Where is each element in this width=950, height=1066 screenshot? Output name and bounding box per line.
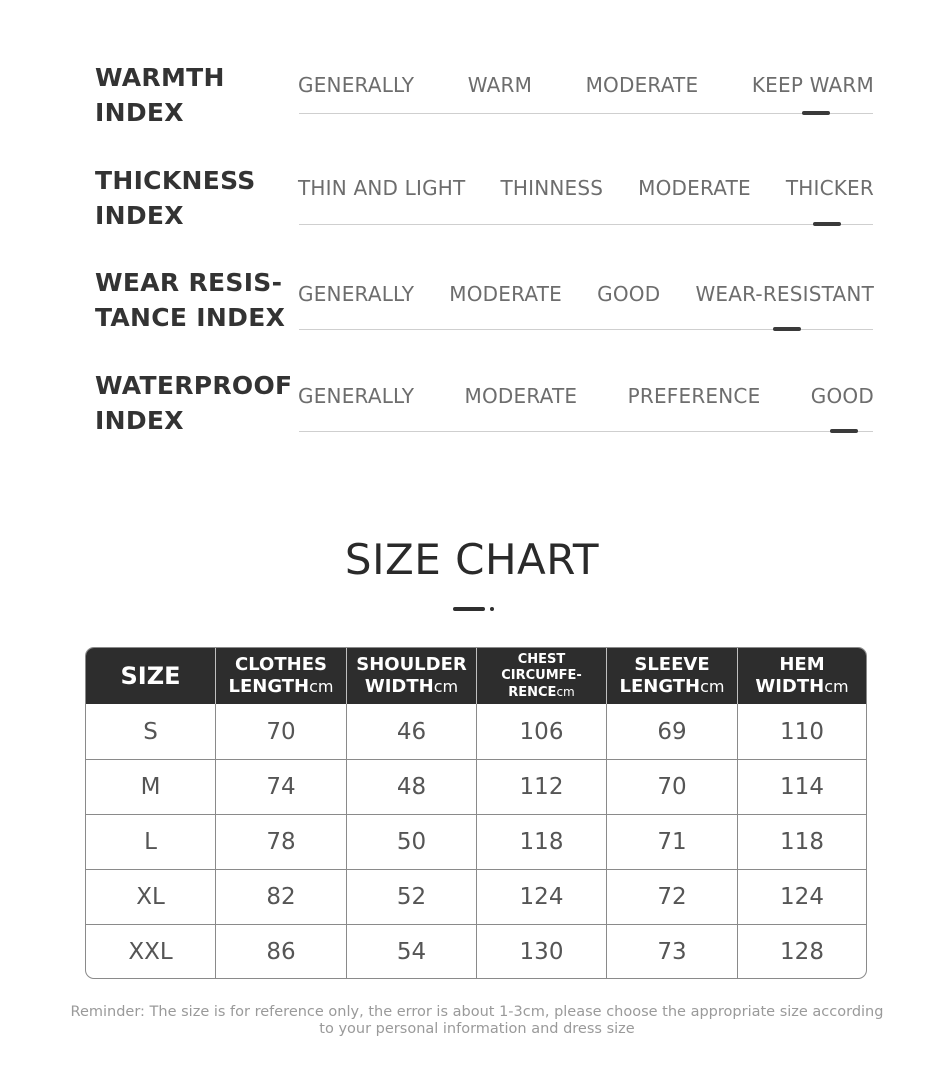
size-cell: XXL	[86, 925, 216, 979]
option-label: THINNESS	[500, 176, 604, 200]
table-row	[86, 924, 866, 979]
option-label: GENERALLY	[298, 73, 415, 97]
shoulder-width-cell: 54	[347, 925, 477, 979]
table-body	[86, 704, 866, 979]
option-label: MODERATE	[449, 282, 562, 306]
hem-width-cell: 114	[780, 774, 824, 800]
label-line: INDEX	[95, 201, 184, 230]
header-line: SHOULDER	[356, 654, 467, 675]
chest-circumference-cell: 112	[477, 760, 607, 814]
chest-circumference-cell: 118	[477, 815, 607, 869]
size-reminder-note	[40, 1004, 914, 1038]
option-label: WEAR-RESISTANT	[695, 282, 874, 306]
chest-circumference-cell: 124	[477, 870, 607, 924]
warmth-level-marker	[802, 111, 830, 115]
header-unit: cm	[309, 677, 334, 696]
waterproof-index-label	[95, 368, 300, 438]
size-cell: S	[86, 704, 216, 759]
wear-resistance-index-row	[0, 265, 950, 355]
thickness-level-marker	[813, 222, 841, 226]
clothes-length-cell: 78	[216, 815, 347, 869]
clothes-length-cell: 74	[216, 760, 347, 814]
wear-resistance-options	[298, 279, 874, 309]
size-cell: M	[86, 760, 216, 814]
warmth-options	[298, 70, 874, 100]
size-table	[85, 647, 867, 979]
header-unit: cm	[433, 677, 459, 696]
header-line-with-unit	[508, 684, 575, 701]
option-label: GOOD	[597, 282, 661, 306]
reminder-line: to your personal information and dress size	[319, 1021, 635, 1037]
title-underline-dot	[490, 607, 494, 611]
clothes-length-cell: 82	[216, 870, 347, 924]
thickness-track	[299, 224, 873, 225]
option-label: GENERALLY	[298, 384, 415, 408]
table-row	[86, 759, 866, 814]
header-line: CLOTHES	[235, 654, 327, 675]
header-line-with-unit	[228, 676, 333, 698]
table-row	[86, 814, 866, 869]
header-unit: cm	[700, 677, 725, 696]
header-line: HEM	[779, 654, 825, 675]
sleeve-length-cell: 73	[607, 925, 738, 979]
header-unit: cm	[824, 677, 849, 696]
shoulder-width-cell: 50	[347, 815, 477, 869]
waterproof-options	[298, 381, 874, 411]
size-cell: L	[86, 815, 216, 869]
waterproof-level-marker	[830, 429, 858, 433]
header-shoulder-width	[347, 648, 477, 704]
thickness-index-row	[0, 163, 950, 253]
hem-width-cell: 124	[780, 884, 824, 910]
chest-circumference-cell: 106	[477, 704, 607, 759]
header-clothes-length	[216, 648, 347, 704]
sleeve-length-cell: 72	[607, 870, 738, 924]
header-line-with-unit	[619, 676, 724, 698]
label-line: WEAR RESIS-	[95, 268, 283, 297]
header-line: SLEEVE	[634, 654, 710, 675]
warmth-track	[299, 113, 873, 114]
table-header-row	[86, 648, 866, 704]
header-line: SIZE	[120, 662, 181, 690]
option-label: MODERATE	[464, 384, 578, 408]
header-text: LENGTH	[228, 676, 310, 697]
clothes-length-cell: 86	[216, 925, 347, 979]
sleeve-length-cell: 71	[607, 815, 738, 869]
shoulder-width-cell: 52	[347, 870, 477, 924]
label-line: INDEX	[95, 406, 184, 435]
title-underline-dash	[453, 607, 485, 611]
option-label: GOOD	[810, 384, 874, 408]
label-line: WARMTH	[95, 63, 225, 92]
option-label: KEEP WARM	[751, 73, 874, 97]
header-text: RENCE	[508, 684, 557, 700]
header-line: CHEST	[517, 651, 566, 667]
option-label: THICKER	[785, 176, 874, 200]
size-chart-title: SIZE CHART	[344, 535, 600, 584]
header-chest-circumference	[477, 648, 607, 704]
size-cell: XL	[86, 870, 216, 924]
header-size	[86, 648, 216, 704]
header-line-with-unit	[365, 676, 458, 698]
option-label: WARM	[467, 73, 533, 97]
table-row	[86, 704, 866, 759]
clothes-length-cell: 70	[216, 704, 347, 759]
wear-resistance-level-marker	[773, 327, 801, 331]
sleeve-length-cell: 69	[607, 704, 738, 759]
thickness-index-label	[95, 163, 300, 233]
shoulder-width-cell: 46	[347, 704, 477, 759]
sleeve-length-cell: 70	[607, 760, 738, 814]
header-line: CIRCUMFE-	[501, 667, 582, 683]
label-line: THICKNESS	[95, 166, 256, 195]
option-label: MODERATE	[638, 176, 751, 200]
shoulder-width-cell: 48	[347, 760, 477, 814]
waterproof-track	[299, 431, 873, 432]
wear-resistance-index-label	[95, 265, 300, 335]
hem-width-cell: 110	[780, 718, 824, 745]
thickness-options	[298, 173, 874, 203]
option-label: PREFERENCE	[627, 384, 761, 408]
label-line: INDEX	[95, 98, 184, 127]
reminder-line: Reminder: The size is for reference only, the error is about 1-3cm, please choose the appropriate size according	[70, 1004, 884, 1020]
hem-width-cell: 118	[780, 829, 824, 855]
header-sleeve-length	[607, 648, 738, 704]
header-text: LENGTH	[619, 676, 701, 697]
option-label: THIN AND LIGHT	[298, 176, 466, 200]
chest-circumference-cell: 130	[477, 925, 607, 979]
label-line: TANCE INDEX	[95, 303, 286, 332]
table-row	[86, 869, 866, 924]
warmth-index-row	[0, 60, 950, 150]
hem-width-cell: 128	[780, 939, 824, 965]
label-line: WATERPROOF	[95, 371, 293, 400]
option-label: MODERATE	[585, 73, 699, 97]
header-text: WIDTH	[755, 676, 825, 697]
header-line-with-unit	[755, 676, 848, 698]
warmth-index-label	[95, 60, 300, 130]
header-text: WIDTH	[364, 676, 434, 697]
header-unit: cm	[556, 684, 575, 699]
wear-resistance-track	[299, 329, 873, 330]
option-label: GENERALLY	[298, 282, 415, 306]
waterproof-index-row	[0, 368, 950, 458]
header-hem-width	[738, 648, 866, 704]
